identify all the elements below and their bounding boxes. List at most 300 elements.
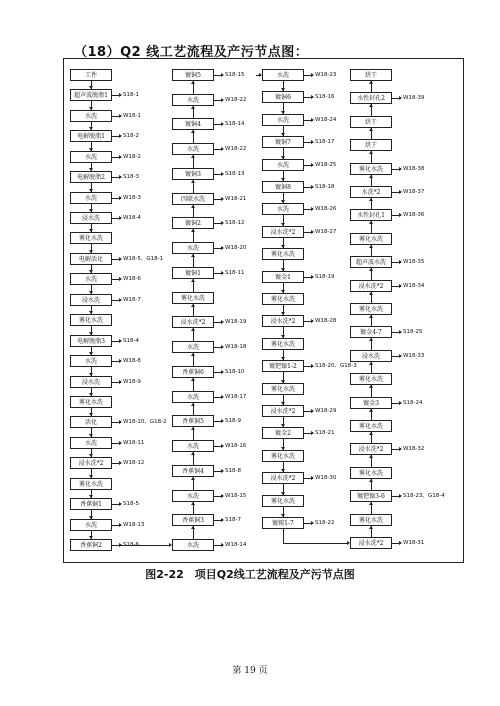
emission-label: W18-28 — [315, 318, 337, 325]
flow-arrow — [369, 455, 373, 458]
emission-arrow — [221, 444, 224, 448]
flow-arrow — [281, 268, 285, 271]
process-step-box: 镀铜3 — [172, 168, 214, 180]
emission-arrow — [119, 93, 122, 97]
flow-arrow — [369, 526, 373, 529]
emission-arrow — [221, 172, 224, 176]
flow-arrow — [191, 328, 195, 331]
process-step-box: 电解脱脂3 — [70, 335, 112, 347]
process-step-box: 雾化水洗 — [262, 495, 304, 507]
emission-label: S18-4 — [123, 337, 139, 344]
emission-arrow — [399, 330, 402, 334]
flow-arrow — [369, 175, 373, 178]
flow-arrow — [191, 502, 195, 505]
emission-label: W18-38 — [403, 165, 425, 172]
process-step-box: 超声波水洗 — [350, 256, 392, 268]
emission-label: S18-25 — [403, 329, 423, 336]
flow-arrow — [369, 221, 373, 224]
emission-label: S18-18 — [315, 184, 335, 190]
process-step-box: 水洗 — [70, 192, 112, 204]
emission-label: S18-2 — [123, 133, 139, 140]
flow-arrow — [89, 495, 93, 498]
flow-arrow — [191, 452, 195, 455]
emission-label: W18-12 — [123, 460, 145, 467]
process-step-box: 雾化水洗 — [350, 373, 392, 385]
emission-label: W18-17 — [225, 393, 247, 400]
emission-arrow — [221, 122, 224, 126]
emission-label: S18-24 — [403, 399, 423, 406]
process-step-box: 浸水洗 — [70, 212, 112, 224]
emission-label: S18-13 — [225, 170, 245, 177]
emission-arrow — [399, 213, 402, 217]
flow-arrow — [89, 475, 93, 478]
emission-label: W18-22 — [225, 146, 247, 153]
emission-arrow — [399, 260, 402, 264]
process-step-box: 雾化水洗 — [350, 420, 392, 432]
flow-arrow — [89, 209, 93, 212]
emission-label: W18-14 — [225, 542, 247, 548]
emission-arrow — [311, 364, 314, 368]
flow-arrow — [89, 352, 93, 355]
emission-label: W18-11 — [123, 439, 145, 446]
emission-arrow — [311, 521, 314, 525]
emission-label: S18-14 — [225, 121, 245, 128]
process-step-box: 水洗 — [172, 341, 214, 353]
emission-label: W18-39 — [403, 95, 425, 102]
emission-label: W18-24 — [315, 116, 337, 123]
flow-arrow — [191, 180, 195, 183]
process-step-box: 镀铜2 — [172, 217, 214, 229]
emission-label: S18-6 — [123, 542, 139, 548]
process-step-box: 雾化水洗 — [350, 233, 392, 245]
process-step-box: 雾化水洗 — [262, 293, 304, 305]
flow-arrow — [281, 178, 285, 181]
flow-arrow — [191, 477, 195, 480]
flow-arrow — [369, 432, 373, 435]
process-step-box: 浸水洗*2 — [262, 315, 304, 327]
process-step-box: 水洗 — [262, 114, 304, 126]
flow-arrow — [89, 373, 93, 376]
flow-arrow — [369, 502, 373, 505]
emission-label: W18-30 — [315, 475, 337, 482]
emission-label: S18-5 — [123, 501, 139, 508]
emission-arrow — [221, 73, 224, 77]
emission-label: W18-22 — [225, 96, 247, 103]
emission-label: W18-3 — [123, 194, 141, 201]
process-step-box: 雾化水洗 — [350, 467, 392, 479]
emission-label: W18-27 — [315, 228, 337, 235]
emission-arrow — [119, 196, 122, 200]
flow-arrow — [89, 250, 93, 253]
flow-arrow — [281, 335, 285, 338]
process-step-box: 浸水洗*2 — [350, 537, 392, 549]
process-step-box: 镀金1 — [262, 271, 304, 283]
emission-label: W18-16 — [225, 443, 247, 450]
emission-label: W18-9 — [123, 378, 141, 385]
process-step-box: 四联水洗 — [172, 193, 214, 205]
process-step-box: 水洗 — [70, 355, 112, 367]
flow-arrow — [89, 311, 93, 314]
emission-label: W18-2 — [123, 153, 141, 160]
process-step-box: 浸水洗*2 — [350, 443, 392, 455]
flow-arrow — [281, 357, 285, 360]
flow-arrow — [369, 385, 373, 388]
emission-arrow — [221, 543, 224, 547]
process-step-box: 水洗 — [172, 440, 214, 452]
process-step-box: 雾化水洗 — [350, 303, 392, 315]
emission-arrow — [119, 175, 122, 179]
process-step-box: 浸水洗 — [70, 294, 112, 306]
column-connector-arrow — [347, 541, 350, 545]
emission-arrow — [311, 185, 314, 189]
flow-arrow — [369, 268, 373, 271]
emission-label: S18-19 — [315, 273, 335, 280]
flow-arrow — [369, 315, 373, 318]
process-step-box: 水洗 — [70, 519, 112, 531]
emission-arrow — [311, 431, 314, 435]
emission-arrow — [311, 163, 314, 167]
emission-label: S18-9 — [225, 418, 241, 425]
emission-label: W18-31 — [403, 540, 425, 546]
process-step-box: 电解脱脂1 — [70, 130, 112, 142]
flow-arrow — [281, 245, 285, 248]
process-step-box: 香蕉铜3 — [172, 514, 214, 526]
emission-arrow — [221, 494, 224, 498]
process-step-box: 雾化水洗 — [70, 232, 112, 244]
process-step-box: 水洗 — [172, 539, 214, 551]
flow-arrow — [281, 290, 285, 293]
process-step-box: 香蕉铜5 — [172, 415, 214, 427]
flow-arrow — [369, 128, 373, 131]
emission-label: W18-29 — [315, 408, 337, 414]
emission-arrow — [119, 339, 122, 343]
emission-arrow — [399, 96, 402, 100]
figure-caption: 图2-22 项目Q2线工艺流程及产污节点图 — [145, 568, 355, 581]
emission-arrow — [311, 275, 314, 279]
flow-arrow — [281, 223, 285, 226]
flow-arrow — [369, 81, 373, 84]
process-step-box: 浸水洗*2 — [262, 226, 304, 238]
process-step-box: 超声波脱脂1 — [70, 89, 112, 101]
flow-arrow — [191, 254, 195, 257]
flow-arrow — [369, 151, 373, 154]
process-step-box: 水性封孔1 — [350, 209, 392, 221]
flow-arrow — [369, 245, 373, 248]
flow-arrow — [191, 81, 195, 84]
emission-label: W18-32 — [403, 446, 425, 453]
emission-arrow — [119, 216, 122, 220]
flow-arrow — [89, 189, 93, 192]
process-step-box: 浸水洗*2 — [350, 280, 392, 292]
emission-arrow — [119, 502, 122, 506]
process-step-box: 浸水洗*2 — [262, 472, 304, 484]
flow-arrow — [89, 127, 93, 130]
process-step-box: 水性封孔2 — [350, 92, 392, 104]
emission-arrow — [119, 155, 122, 159]
flow-arrow — [369, 479, 373, 482]
flow-arrow — [191, 526, 195, 529]
emission-label: W18-34 — [403, 282, 425, 289]
emission-label: W18-19 — [225, 319, 247, 326]
emission-arrow — [311, 409, 314, 413]
flow-arrow — [191, 427, 195, 430]
emission-arrow — [221, 345, 224, 349]
emission-arrow — [119, 523, 122, 527]
flow-arrow — [191, 403, 195, 406]
process-step-box: 雾化水洗 — [70, 314, 112, 326]
emission-label: S18-10 — [225, 368, 245, 375]
flow-arrow — [281, 200, 285, 203]
process-step-box: 浸水洗 — [350, 350, 392, 362]
emission-arrow — [221, 469, 224, 473]
emission-label: W18-5、G18-1 — [123, 255, 164, 262]
process-step-box: 镀铜8 — [262, 181, 304, 193]
emission-arrow — [119, 461, 122, 465]
process-step-box: 水洗 — [172, 94, 214, 106]
emission-arrow — [221, 518, 224, 522]
emission-label: W18-25 — [315, 161, 337, 168]
emission-arrow — [119, 277, 122, 281]
emission-arrow — [119, 359, 122, 363]
flow-arrow — [369, 362, 373, 365]
emission-label: S18-12 — [225, 220, 245, 227]
process-step-box: 镀铜6 — [262, 91, 304, 103]
emission-label: W18-15 — [225, 492, 247, 499]
emission-label: W18-21 — [225, 195, 247, 202]
emission-label: W18-10、G18-2 — [123, 419, 167, 426]
emission-label: S18-16 — [315, 94, 335, 101]
emission-arrow — [119, 298, 122, 302]
flow-arrow — [369, 292, 373, 295]
column-connector — [283, 529, 284, 543]
emission-arrow — [311, 73, 314, 77]
process-step-box: 水洗 — [70, 110, 112, 122]
emission-label: W18-35 — [403, 259, 425, 266]
flow-arrow — [369, 104, 373, 107]
emission-arrow — [311, 140, 314, 144]
flow-arrow — [89, 270, 93, 273]
process-step-box: 香蕉铜6 — [172, 366, 214, 378]
emission-arrow — [399, 494, 402, 498]
flow-arrow — [191, 155, 195, 158]
process-step-box: 镀金4-7 — [350, 326, 392, 338]
process-step-box: 水洗*2 — [350, 186, 392, 198]
process-step-box: 香蕉铜2 — [70, 539, 112, 551]
process-step-box: 镀铜5 — [172, 69, 214, 81]
flow-arrow — [89, 86, 93, 89]
process-step-box: 雾化水洗 — [350, 163, 392, 175]
flow-arrow — [369, 338, 373, 341]
emission-label: W18-23 — [315, 72, 337, 78]
emission-arrow — [399, 167, 402, 171]
emission-arrow — [221, 98, 224, 102]
process-step-box: 水洗 — [70, 151, 112, 163]
emission-label: S18-1 — [123, 92, 139, 99]
flow-arrow — [89, 454, 93, 457]
emission-arrow — [399, 190, 402, 194]
process-step-box: 浸水洗 — [70, 376, 112, 388]
emission-label: W18-26 — [315, 206, 337, 213]
emission-arrow — [119, 134, 122, 138]
process-step-box: 工件 — [70, 69, 112, 81]
flow-arrow — [89, 516, 93, 519]
process-step-box: 镀锡1-7 — [262, 517, 304, 529]
process-step-box: 水洗 — [172, 391, 214, 403]
flow-arrow — [191, 353, 195, 356]
flow-arrow — [191, 106, 195, 109]
emission-label: S18-8 — [225, 467, 241, 474]
emission-label: S18-17 — [315, 139, 335, 146]
page-title: （18）Q2 线工艺流程及产污节点图： — [74, 45, 309, 60]
process-step-box: 镀铜7 — [262, 136, 304, 148]
process-step-box: 水洗 — [70, 437, 112, 449]
process-step-box: 香蕉铜1 — [70, 498, 112, 510]
process-step-box: 水洗 — [262, 159, 304, 171]
emission-label: S18-7 — [225, 517, 241, 524]
process-step-box: 水洗 — [172, 490, 214, 502]
column-connector — [283, 543, 347, 544]
emission-label: W18-4 — [123, 215, 141, 222]
emission-arrow — [221, 419, 224, 423]
emission-arrow — [119, 114, 122, 118]
emission-arrow — [399, 354, 402, 358]
process-step-box: 镀铜4 — [172, 118, 214, 130]
flow-arrow — [191, 378, 195, 381]
process-step-box: 浸水洗*2 — [172, 316, 214, 328]
process-step-box: 镀金3 — [350, 397, 392, 409]
process-step-box: 水洗 — [70, 273, 112, 285]
emission-arrow — [221, 147, 224, 151]
process-step-box: 雾化水洗 — [172, 292, 214, 304]
process-step-box: 烘干 — [350, 139, 392, 151]
flow-arrow — [281, 469, 285, 472]
flow-arrow — [281, 156, 285, 159]
emission-arrow — [119, 257, 122, 261]
emission-label: W18-8 — [123, 358, 141, 365]
flow-arrow — [89, 393, 93, 396]
process-step-box: 电解活化 — [70, 253, 112, 265]
emission-label: W18-36 — [403, 212, 425, 219]
emission-arrow — [221, 395, 224, 399]
process-step-box: 水洗 — [262, 69, 304, 81]
flow-arrow — [369, 409, 373, 412]
flow-arrow — [281, 380, 285, 383]
process-step-box: 雾化水洗 — [70, 396, 112, 408]
emission-label: S18-11 — [225, 269, 245, 276]
emission-arrow — [119, 441, 122, 445]
flow-arrow — [191, 205, 195, 208]
emission-label: W18-1 — [123, 112, 141, 119]
column-connector — [112, 545, 169, 546]
process-step-box: 浸水洗*2 — [70, 457, 112, 469]
flow-arrow — [191, 229, 195, 232]
flow-arrow — [89, 107, 93, 110]
process-step-box: 香蕉铜4 — [172, 465, 214, 477]
emission-arrow — [221, 320, 224, 324]
emission-arrow — [311, 207, 314, 211]
emission-arrow — [221, 221, 224, 225]
emission-label: S18-20、G18-3 — [315, 363, 357, 370]
flow-arrow — [281, 88, 285, 91]
process-step-box: 雾化水洗 — [262, 338, 304, 350]
emission-label: S18-3 — [123, 174, 139, 181]
flow-arrow — [281, 402, 285, 405]
flow-arrow — [191, 279, 195, 282]
emission-arrow — [399, 541, 402, 545]
emission-label: S18-15 — [225, 72, 245, 78]
process-step-box: 烘干 — [350, 69, 392, 81]
flow-arrow — [281, 133, 285, 136]
flow-arrow — [191, 304, 195, 307]
flow-arrow — [281, 492, 285, 495]
process-step-box: 雾化水洗 — [262, 450, 304, 462]
process-step-box: 镀铜1 — [172, 267, 214, 279]
flow-arrow — [89, 229, 93, 232]
emission-arrow — [221, 197, 224, 201]
emission-label: S18-21 — [315, 430, 335, 437]
flow-arrow — [281, 312, 285, 315]
flow-arrow — [89, 332, 93, 335]
process-step-box: 浸水洗*2 — [262, 405, 304, 417]
emission-label: W18-7 — [123, 296, 141, 303]
flow-arrow — [281, 424, 285, 427]
emission-arrow — [221, 271, 224, 275]
process-step-box: 活化 — [70, 416, 112, 428]
process-step-box: 雾化水洗 — [350, 514, 392, 526]
page-number: 第 19 页 — [232, 666, 268, 676]
emission-label: W18-18 — [225, 344, 247, 351]
process-step-box: 水洗 — [262, 203, 304, 215]
flow-arrow — [89, 536, 93, 539]
column-connector-arrow — [169, 543, 172, 547]
flow-arrow — [369, 198, 373, 201]
process-step-box: 雾化水洗 — [70, 478, 112, 490]
process-step-box: 雾化水洗 — [262, 248, 304, 260]
process-step-box: 水洗 — [172, 242, 214, 254]
emission-arrow — [311, 230, 314, 234]
flow-arrow — [89, 413, 93, 416]
flow-arrow — [89, 291, 93, 294]
emission-label: W18-20 — [225, 245, 247, 252]
process-step-box: 镀金2 — [262, 427, 304, 439]
column-connector-arrow — [259, 73, 262, 77]
process-step-box: 电解脱脂2 — [70, 171, 112, 183]
emission-label: S18-23、G18-4 — [403, 493, 445, 500]
flow-arrow — [281, 447, 285, 450]
process-step-box: 烘干 — [350, 116, 392, 128]
emission-arrow — [311, 476, 314, 480]
flow-arrow — [281, 111, 285, 114]
emission-arrow — [311, 118, 314, 122]
process-step-box: 镀钯镍3-6 — [350, 490, 392, 502]
emission-arrow — [119, 380, 122, 384]
emission-label: W18-13 — [123, 521, 145, 528]
flow-arrow — [89, 434, 93, 437]
flow-arrow — [281, 514, 285, 517]
emission-arrow — [311, 95, 314, 99]
flow-arrow — [89, 148, 93, 151]
emission-arrow — [221, 370, 224, 374]
emission-arrow — [399, 447, 402, 451]
process-step-box: 水洗 — [172, 143, 214, 155]
emission-label: W18-33 — [403, 352, 425, 359]
process-step-box: 雾化水洗 — [262, 383, 304, 395]
emission-label: W18-37 — [403, 189, 425, 195]
emission-arrow — [399, 284, 402, 288]
emission-arrow — [311, 319, 314, 323]
process-step-box: 镀钯镍1-2 — [262, 360, 304, 372]
emission-label: W18-6 — [123, 276, 141, 283]
